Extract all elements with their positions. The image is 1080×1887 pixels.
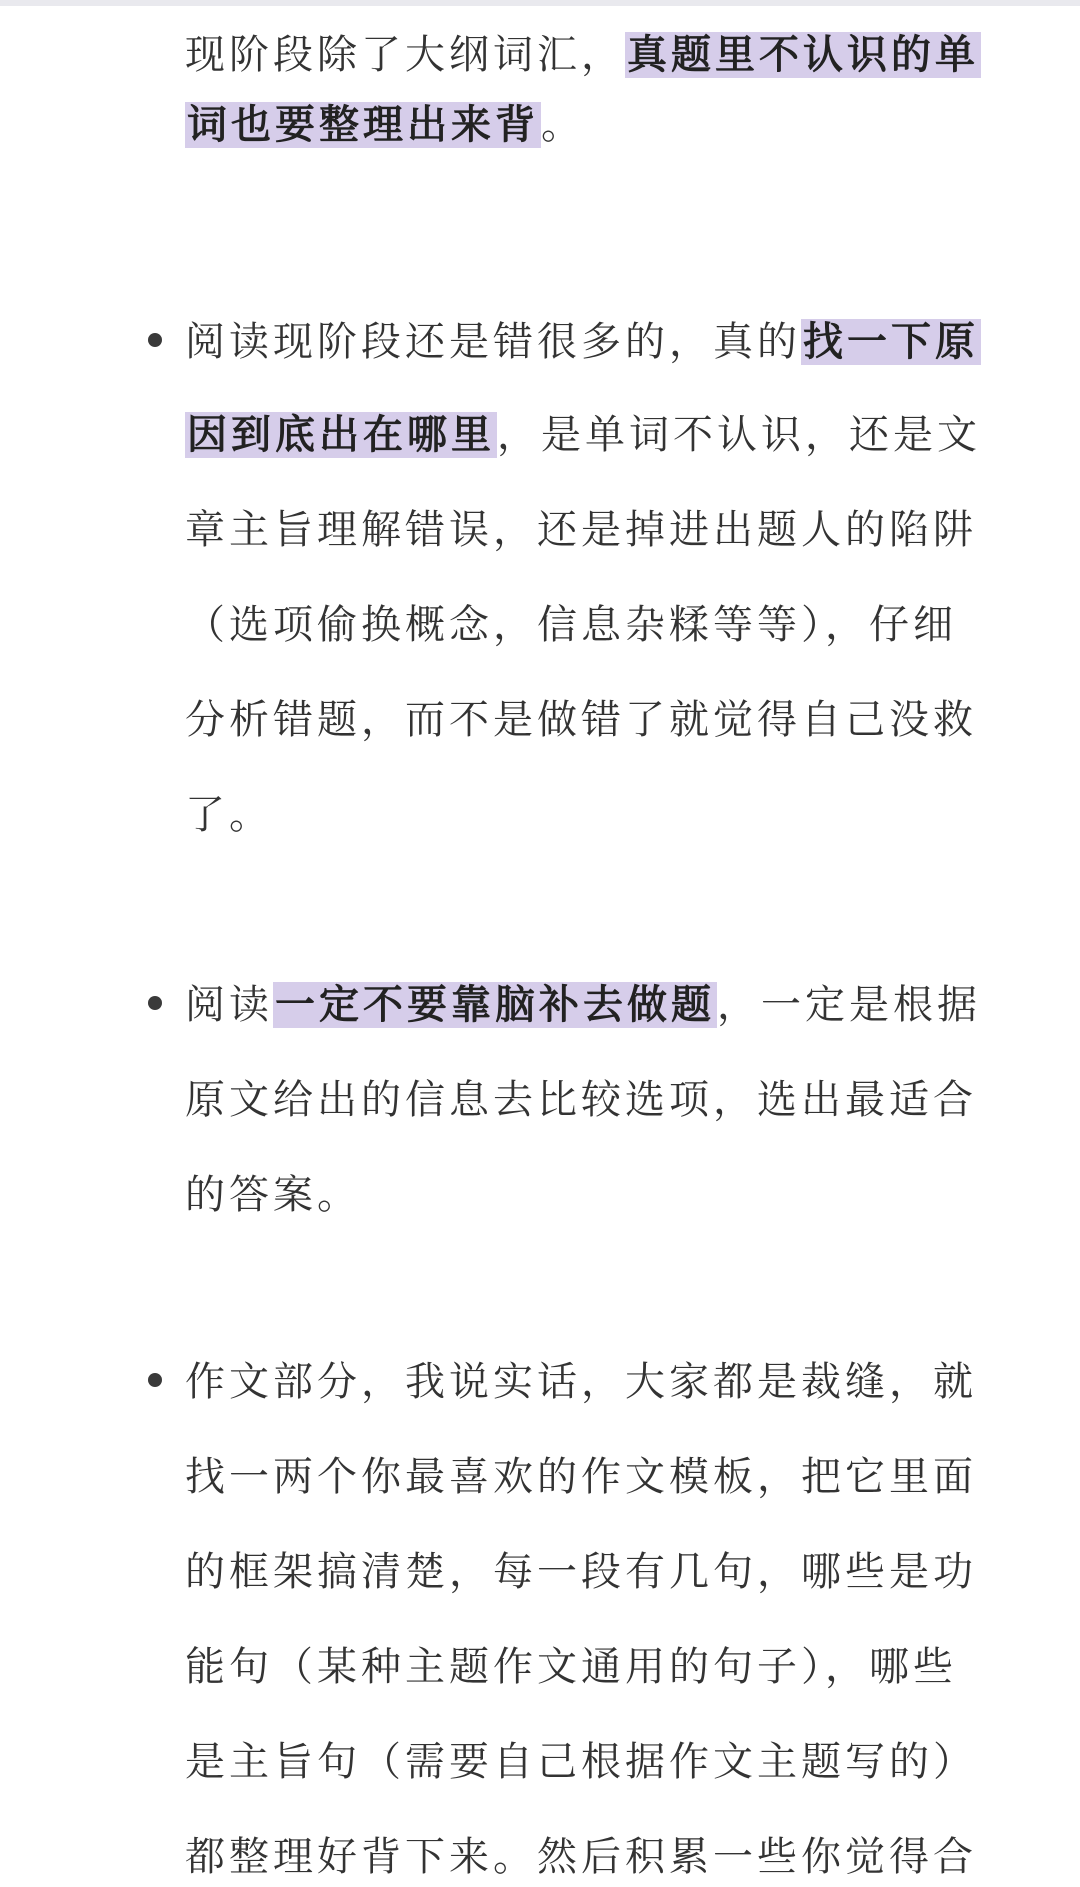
- text-plain: 阅读现阶段还是错很多的，真的: [185, 319, 801, 365]
- text-line: 能句（某种主题作文通用的句子），哪些: [185, 1644, 957, 1690]
- text-plain: ，是单词不认识，还是文: [497, 412, 981, 458]
- text-line: 的框架搞清楚，每一段有几句，哪些是功: [185, 1549, 977, 1595]
- text-line: [185, 95, 1005, 155]
- top-divider: [0, 0, 1080, 6]
- bullet-icon: [148, 1373, 162, 1387]
- text-line: 是主旨句（需要自己根据作文主题写的）: [185, 1739, 977, 1785]
- text-line: 分析错题，而不是做错了就觉得自己没救: [185, 697, 977, 743]
- text-plain: 阅读: [185, 982, 273, 1028]
- text-line: 作文部分，我说实话，大家都是裁缝，就: [185, 1359, 977, 1405]
- text-plain: 现阶段除了大纲词汇，: [185, 32, 625, 78]
- highlighted-text: 词也要整理出来背: [187, 102, 539, 148]
- text-line: 原文给出的信息去比较选项，选出最适合: [185, 1077, 977, 1123]
- highlighted-text: 一定不要靠脑补去做题: [275, 982, 715, 1028]
- text-line: 找一两个你最喜欢的作文模板，把它里面: [185, 1454, 977, 1500]
- text-line: 的答案。: [185, 1172, 361, 1218]
- text-line: 章主旨理解错误，还是掉进出题人的陷阱: [185, 507, 977, 553]
- text-line: [185, 975, 1005, 1035]
- bullet-icon: [148, 333, 162, 347]
- text-line: 都整理好背下来。然后积累一些你觉得合: [185, 1834, 977, 1880]
- highlighted-text: 真题里不认识的单: [627, 32, 979, 78]
- bullet-icon: [148, 996, 162, 1010]
- highlighted-text: 因到底出在哪里: [187, 412, 495, 458]
- text-line: 了。: [185, 792, 273, 838]
- text-line: [185, 25, 1005, 85]
- text-plain: 。: [541, 102, 585, 148]
- text-line: [185, 312, 1005, 372]
- text-plain: ，一定是根据: [717, 982, 981, 1028]
- text-line: [185, 405, 1005, 465]
- text-line: （选项偷换概念，信息杂糅等等），仔细: [185, 602, 957, 648]
- highlighted-text: 找一下原: [803, 319, 979, 365]
